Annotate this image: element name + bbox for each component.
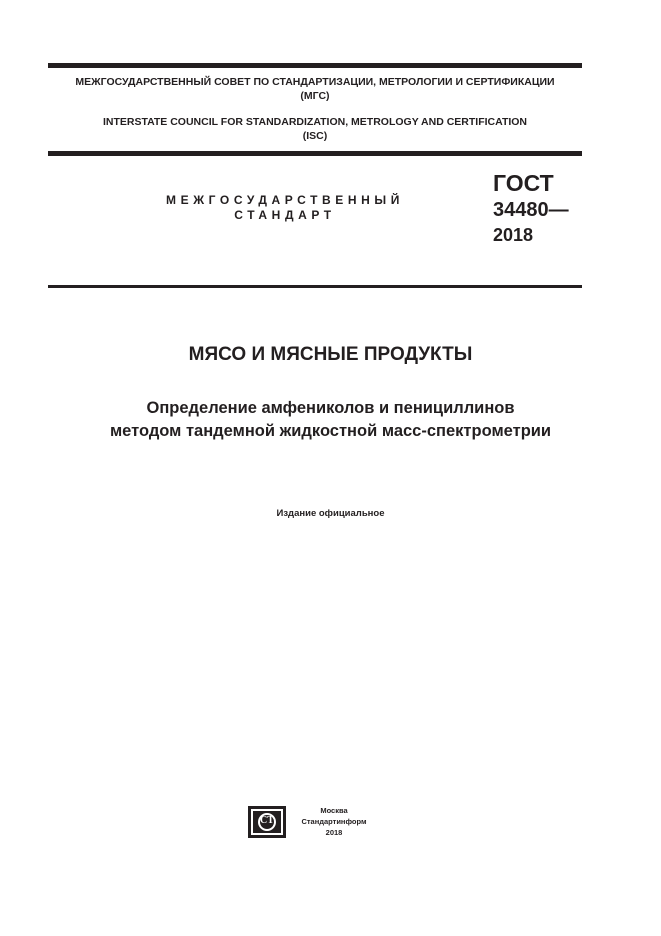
- document-subtitle-line2: методом тандемной жидкостной масс-спектрометрии: [109, 422, 552, 440]
- council-abbr-en: (ISC): [302, 130, 328, 142]
- document-subtitle-line1: Определение амфениколов и пенициллинов: [146, 399, 515, 417]
- logo-text: СТ: [260, 815, 274, 826]
- header-rule: [48, 151, 582, 156]
- publisher-logo: [248, 806, 286, 838]
- document-title: МЯСО И МЯСНЫЕ ПРОДУКТЫ: [188, 344, 473, 365]
- council-name-ru: МЕЖГОСУДАРСТВЕННЫЙ СОВЕТ ПО СТАНДАРТИЗАЦИИ, МЕТРОЛОГИИ И СЕРТИФИКАЦИИ: [75, 76, 555, 88]
- council-name-en: INTERSTATE COUNCIL FOR STANDARDIZATION, METROLOGY AND CERTIFICATION: [102, 116, 528, 128]
- standard-type-line2: СТАНДАРТ: [234, 208, 336, 222]
- edition-label: Издание официальное: [276, 508, 385, 519]
- gost-year: 2018: [493, 225, 534, 245]
- gost-label: ГОСТ: [493, 170, 554, 196]
- publisher-name: Стандартинформ: [301, 817, 367, 826]
- publisher-year: 2018: [325, 828, 343, 837]
- top-rule: [48, 63, 582, 68]
- standard-rule: [48, 285, 582, 288]
- standard-type-line1: МЕЖГОСУДАРСТВЕННЫЙ: [166, 193, 404, 207]
- publisher-city: Москва: [320, 806, 348, 815]
- gost-number: 34480—: [493, 199, 569, 221]
- council-abbr-ru: (МГС): [300, 90, 330, 102]
